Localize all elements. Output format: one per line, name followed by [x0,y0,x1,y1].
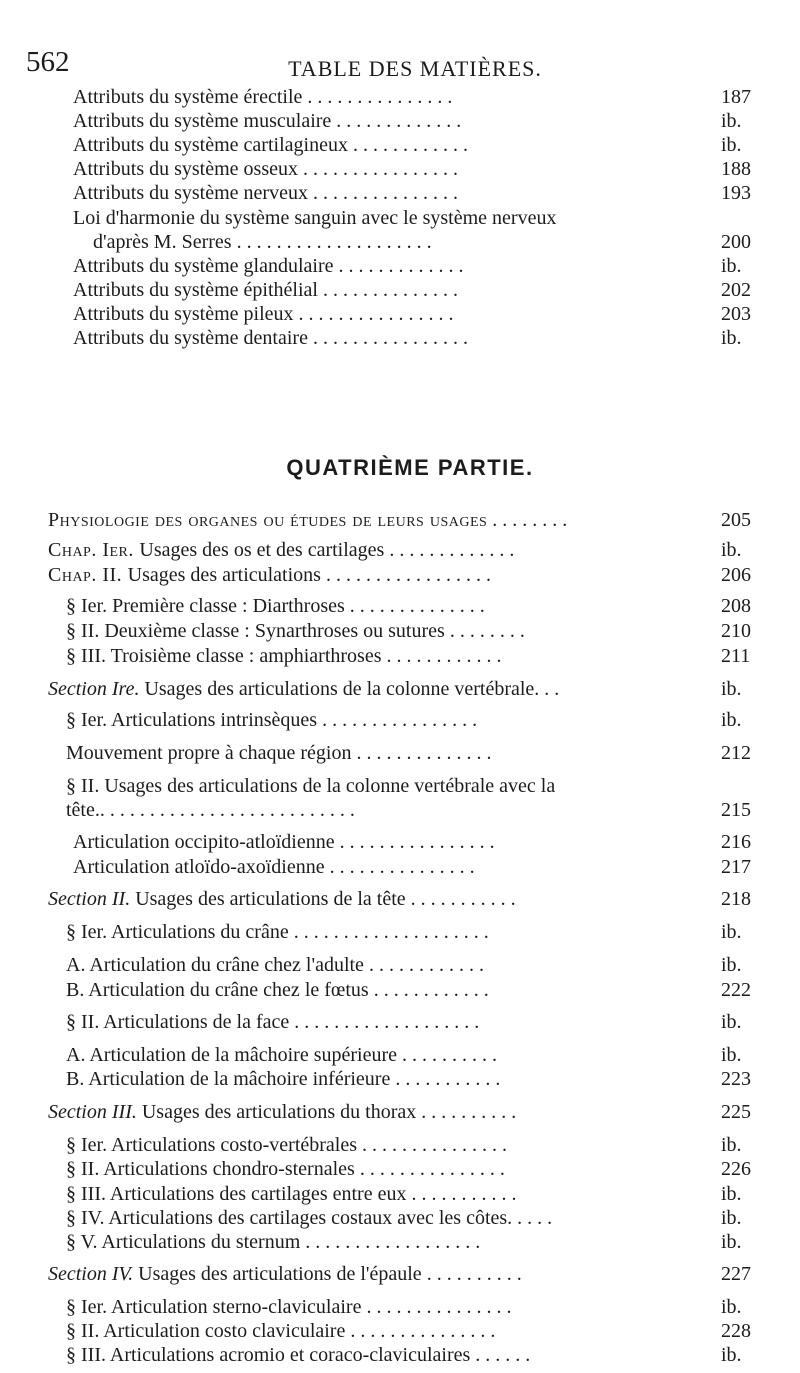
toc-page-number: 223 [721,1068,751,1090]
leader-dots: . . . . . . . . . . . . . . . . . . . . . . . . . [104,799,355,821]
toc-entry-text: Attributs du système érectile [73,86,303,108]
toc-entry [73,830,495,854]
toc-page-number: 228 [721,1320,751,1342]
toc-entry [48,1100,516,1124]
toc-entry-label: § Ier. [66,921,111,943]
toc-page-number: ib. [721,921,742,943]
leader-dots: . . . . . . . . . . . . . . . . . . . . [288,921,489,943]
toc-entry-label: § II. [66,775,105,797]
toc-entry [66,1157,505,1181]
toc-entry-label: Section Ire. [48,678,145,700]
toc-entry [66,1067,500,1091]
leader-dots: . . . . . . . . . . . . . [333,255,464,277]
toc-page-number: ib. [721,1011,742,1033]
toc-entry [48,1262,522,1286]
leader-dots: . . . . . . . . . . . . . . . [324,856,475,878]
toc-entry-label: B. [66,1068,89,1090]
toc-entry-label: § Ier. [66,1134,111,1156]
toc-entry-text: Articulation atloïdo-axoïdienne [73,856,325,878]
leader-dots: . . . . . . . . . . . . . . . . [307,327,468,349]
toc-entry-text: Usages des articulations [127,564,321,586]
toc-entry-text: Deuxième classe : Synarthroses ou sutures [104,620,445,642]
leader-dots: . . . . . . . . . . . . . . . . [293,303,454,325]
toc-entry-text: Attributs du système nerveux [73,182,308,204]
toc-entry-text: Articulations du sternum [101,1231,301,1253]
toc-entry [73,254,464,278]
toc-entry-text: d'après M. Serres [93,231,232,253]
toc-entry [66,1295,511,1319]
toc-entry-label: A. [66,954,90,976]
toc-entry [66,1043,497,1067]
toc-entry-label: Section III. [48,1101,142,1123]
toc-page-number: 211 [721,645,751,667]
leader-dots: . . . . . . . . . . . . . . . . [298,158,458,180]
leader-dots: . . . . . . . . . . . . . . [317,279,458,301]
toc-page-number: ib. [721,1044,742,1066]
toc-entry-label: § V. [66,1231,102,1253]
leader-dots: . . . . . . . . . . . . [347,134,468,156]
toc-entry-label: § II. [66,1320,104,1342]
toc-entry-label: § II. [66,620,105,642]
toc-page-number: 188 [721,158,751,180]
toc-entry-text: Loi d'harmonie du système sanguin avec le système nerveux [73,207,557,229]
toc-page-number: 218 [721,888,751,910]
toc-page-number: ib. [721,110,742,132]
toc-entry [73,206,556,230]
toc-page-number: 206 [721,564,751,586]
toc-entry-label: A. [66,1044,90,1066]
running-title: TABLE DES MATIÈRES. [288,56,542,81]
toc-entry-text: Mouvement propre à chaque région [66,742,352,764]
toc-entry [66,1230,480,1254]
toc-entry [66,1010,479,1034]
toc-entry-label: § IV. [66,1207,109,1229]
toc-entry-text: tête.. [66,799,105,821]
toc-entry-text: Attributs du système pileux [73,303,294,325]
leader-dots: . . . . . . . . . . . . . . . [307,182,458,204]
leader-dots: . . . . . . . . . . . . . . . . [317,709,478,731]
toc-entry [66,1133,507,1157]
toc-entry-text: Usages des articulations de la colonne vertébrale. [144,678,540,700]
toc-page-number: ib. [721,1296,742,1318]
leader-dots: . . . . . . . . . . . . . . . [361,1296,512,1318]
toc-entry [66,1319,495,1343]
toc-page-number: 202 [721,279,751,301]
toc-page-number: 205 [721,509,751,531]
toc-page-number: ib. [721,539,742,561]
leader-dots: . . . . . . . . . . . . . . . . . [320,564,491,586]
leader-dots: . . . . . . . . [444,620,525,642]
toc-entry [66,619,525,643]
toc-page-number: 203 [721,303,751,325]
toc-entry [66,953,484,977]
toc-entry-text: Attributs du système dentaire [73,327,308,349]
toc-entry [73,85,452,109]
toc-entry [48,508,567,532]
toc-entry [66,774,555,798]
toc-page-number: 217 [721,856,751,878]
toc-entry-label: § Ier. [66,709,111,731]
toc-page-number: ib. [721,327,742,349]
leader-dots: . . . . . . . . . . [416,1101,517,1123]
toc-page-number: 200 [721,231,751,253]
leader-dots: . . . . . . . . . . . . . . . [345,1320,496,1342]
toc-entry-text: Articulations acromio et coraco-claviculaires [109,1344,471,1366]
toc-entry-label: § Ier. [66,1296,111,1318]
toc-page-number: ib. [721,255,742,277]
toc-page-number: 227 [721,1263,751,1285]
toc-entry-label: B. [66,979,89,1001]
leader-dots: . . . . . . . . . . [397,1044,497,1066]
leader-dots: . . . . . . . . . . . . . . . . . . . . [231,231,432,253]
toc-page-number: ib. [721,678,742,700]
toc-entry [73,157,458,181]
toc-entry-label: § III. [66,645,111,667]
toc-entry-label: Chap. II. [48,564,128,586]
toc-entry-text: Physiologie des organes ou études de leurs usages [48,509,488,531]
toc-page-number: 222 [721,979,751,1001]
toc-entry [73,326,468,350]
toc-entry-text: Attributs du système glandulaire [73,255,334,277]
toc-entry-text: Articulations des cartilages costaux avec les côtes. [108,1207,513,1229]
toc-entry-label: Section IV. [48,1263,139,1285]
leader-dots: . . . . . . . . . . . . . . . . . . [300,1231,481,1253]
toc-page-number: ib. [721,1344,742,1366]
toc-page-number: 193 [721,182,751,204]
toc-entry-text: Articulations des cartilages entre eux [109,1183,407,1205]
leader-dots: . . . . . . . . . . . [405,888,516,910]
toc-entry [48,563,491,587]
leader-dots: . . . . [512,1207,553,1229]
leader-dots: . . . . . . . . . . [421,1263,522,1285]
toc-entry-text: Usages des articulations de l'épaule [138,1263,422,1285]
leader-dots: . . . . . . . . . . . . . . [344,595,485,617]
toc-entry-text: Articulations de la face [103,1011,290,1033]
toc-entry-text: Usages des os et des cartilages [139,539,385,561]
toc-entry-text: Articulation du crâne chez l'adulte [89,954,364,976]
leader-dots: . . . . . . . . [487,509,568,531]
toc-entry [66,798,355,822]
toc-entry-label: § II. [66,1011,104,1033]
leader-dots: . . . . . . . . . . . . [381,645,502,667]
toc-entry-text: Articulation sterno-claviculaire [111,1296,362,1318]
toc-entry-text: Articulation costo claviculaire [103,1320,346,1342]
toc-entry [66,741,491,765]
toc-page-number: 187 [721,86,751,108]
toc-entry-label: Chap. Ier. [48,539,140,561]
toc-entry-text: Usages des articulations du thorax [141,1101,417,1123]
leader-dots: . . . . . . . . . . . . . [384,539,515,561]
toc-entry-text: Troisième classe : amphiarthroses [110,645,382,667]
toc-entry [66,1182,516,1206]
toc-page-number: ib. [721,954,742,976]
toc-entry [66,708,477,732]
toc-entry-text: Attributs du système musculaire [73,110,332,132]
toc-page-number: ib. [721,1231,742,1253]
toc-entry-text: Attributs du système cartilagineux [73,134,348,156]
toc-page-number: 225 [721,1101,751,1123]
toc-entry [48,887,516,911]
leader-dots: . . . . . . . . . . . . . . . [354,1158,505,1180]
toc-entry-label: § III. [66,1183,110,1205]
leader-dots: . . . . . . . . . . . . [368,979,489,1001]
toc-entry [66,1343,530,1367]
toc-entry [66,978,489,1002]
toc-page-number: ib. [721,709,742,731]
toc-entry-text: Articulations chondro-sternales [103,1158,355,1180]
toc-entry-label: § III. [66,1344,110,1366]
toc-entry [66,594,485,618]
toc-page-number: ib. [721,1183,742,1205]
leader-dots: . . . . . . . . . . . . . . . . . . . [289,1011,480,1033]
toc-page-number: 226 [721,1158,751,1180]
leader-dots: . . . . . . . . . . . . . . . . [334,831,495,853]
leader-dots: . . . . . . . . . . . . . . [351,742,492,764]
toc-entry [66,920,489,944]
toc-entry-text: Usages des articulations de la tête [135,888,406,910]
toc-entry [73,109,461,133]
toc-page-number: ib. [721,134,742,156]
toc-entry-label: Section II. [48,888,136,910]
toc-entry [93,230,432,254]
toc-entry-text: Articulations intrinsèques [111,709,318,731]
toc-entry-text: Articulation de la mâchoire inférieure [88,1068,391,1090]
toc-page-number: 212 [721,742,751,764]
leader-dots: . . . . . . . . . . . . . . . [302,86,453,108]
leader-dots: . . . . . . . . . . . . . . . [357,1134,508,1156]
toc-entry-text: Première classe : Diarthroses [112,595,345,617]
part-heading: QUATRIÈME PARTIE. [286,455,534,480]
toc-entry [48,538,514,562]
toc-entry-text: Articulation du crâne chez le fœtus [88,979,369,1001]
toc-entry [66,1206,552,1230]
toc-page-number: 216 [721,831,751,853]
toc-entry-label: § II. [66,1158,104,1180]
toc-entry-text: Attributs du système osseux [73,158,298,180]
toc-page-number: ib. [721,1207,742,1229]
leader-dots: . . . . . . . . . . . [390,1068,501,1090]
toc-entry [48,677,559,701]
toc-page-number: 215 [721,799,751,821]
leader-dots: . . . . . . [470,1344,531,1366]
toc-page-number: 208 [721,595,751,617]
toc-entry-label: § Ier. [66,595,113,617]
toc-entry-text: Articulation occipito-atloïdienne [73,831,335,853]
toc-entry [73,302,454,326]
leader-dots: . . . . . . . . . . . . [363,954,484,976]
leader-dots: . . [539,678,560,700]
toc-entry [66,644,502,668]
toc-entry [73,181,458,205]
toc-page-number: 210 [721,620,751,642]
page-number: 562 [26,46,70,78]
leader-dots: . . . . . . . . . . . . . [331,110,462,132]
toc-entry [73,855,475,879]
toc-page-number: ib. [721,1134,742,1156]
toc-entry-text: Usages des articulations de la colonne vertébrale avec la [104,775,556,797]
toc-entry [73,278,458,302]
toc-entry-text: Attributs du système épithélial [73,279,318,301]
toc-entry [73,133,468,157]
toc-entry-text: Articulation de la mâchoire supérieure [89,1044,397,1066]
toc-entry-text: Articulations costo-vertébrales [111,1134,358,1156]
leader-dots: . . . . . . . . . . . [406,1183,517,1205]
toc-entry-text: Articulations du crâne [111,921,289,943]
